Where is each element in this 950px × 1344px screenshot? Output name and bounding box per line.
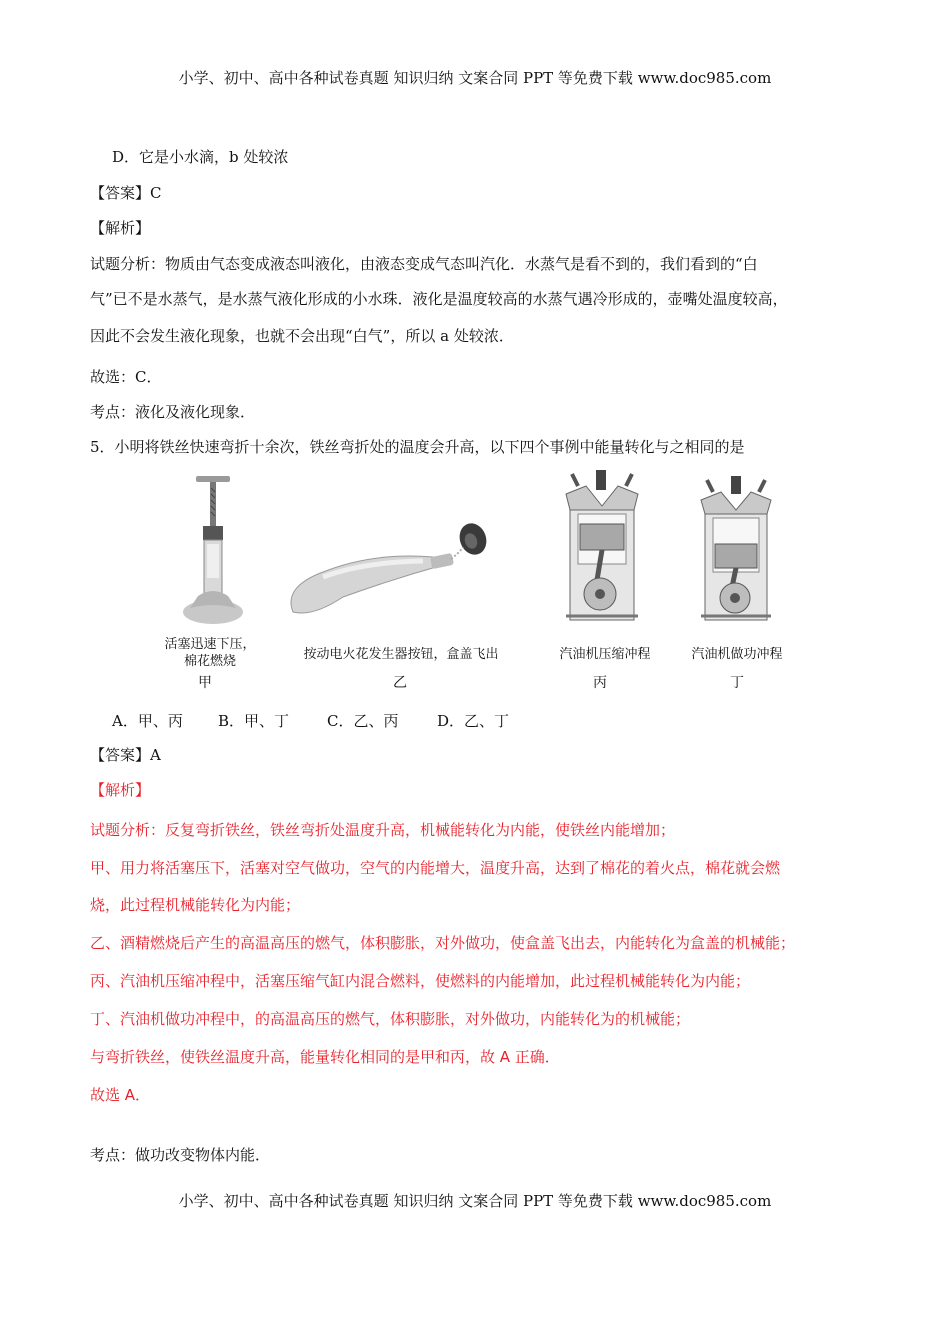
engine-compression-icon <box>556 466 648 626</box>
q5-analysis-line-4: 乙、酒精燃烧后产生的高温高压的燃气，体积膨胀，对外做功，使盒盖飞出去，内能转化为盒盖的机械能； <box>90 934 796 952</box>
figure-ding-caption: 汽油机做功冲程 <box>691 647 783 662</box>
q4-choice: 故选：C． <box>90 368 162 386</box>
q4-analysis-line-2: 气”已不是水蒸气，是水蒸气液化形成的小水珠．液化是温度较高的水蒸气遇冷形成的，壶嘴处温度较高， <box>90 290 788 308</box>
q5-option-c: C．乙、丙 <box>327 712 399 730</box>
engine-power-icon <box>693 474 779 626</box>
figure-bing-caption: 汽油机压缩冲程 <box>559 647 651 662</box>
q4-option-d: D．它是小水滴，b 处较浓 <box>112 148 289 166</box>
q5-analysis-line-1: 试题分析：反复弯折铁丝，铁丝弯折处温度升高，机械能转化为内能，使铁丝内能增加； <box>90 821 676 839</box>
q4-analysis-line-3: 因此不会发生液化现象，也就不会出现“白气”，所以 a 处较浓． <box>90 327 514 345</box>
q5-answer: 【答案】A <box>90 746 161 764</box>
figure-jia-caption-1: 活塞迅速下压， <box>164 637 256 652</box>
figure-ding-label: 丁 <box>730 675 744 691</box>
figure-jia-caption-2: 棉花燃烧 <box>183 654 236 669</box>
q5-option-d: D．乙、丁 <box>437 712 510 730</box>
figure-jia-label: 甲 <box>198 675 212 691</box>
q5-analysis-line-6: 丁、汽油机做功冲程中，的高温高压的燃气，体积膨胀，对外做功，内能转化为的机械能； <box>90 1010 691 1028</box>
q5-analysis-line-8: 故选 A． <box>90 1086 151 1104</box>
figure-yi-caption: 按动电火花发生器按钮，盒盖飞出 <box>303 647 499 662</box>
q5-option-b: B．甲、丁 <box>218 712 290 730</box>
q4-answer: 【答案】C <box>90 184 162 202</box>
q4-analysis-label: 【解析】 <box>90 219 151 237</box>
figure-bing-label: 丙 <box>593 675 607 691</box>
q4-point: 考点：液化及液化现象． <box>90 403 256 421</box>
q5-analysis-label: 【解析】 <box>90 781 151 799</box>
q5-stem: 5．小明将铁丝快速弯折十余次，铁丝弯折处的温度会升高，以下四个事例中能量转化与之相同的是 <box>90 438 745 456</box>
figure-yi-label: 乙 <box>393 675 407 691</box>
q5-analysis-line-7: 与弯折铁丝，使铁丝温度升高，能量转化相同的是甲和丙，故 A 正确． <box>90 1048 560 1066</box>
page-header: 小学、初中、高中各种试卷真题 知识归纳 文案合同 PPT 等免费下载 www.doc985.com <box>178 69 772 87</box>
air-piston-icon <box>178 474 248 626</box>
q4-analysis-line-1: 试题分析：物质由气态变成液态叫液化，由液态变成气态叫汽化．水蒸气是看不到的，我们看到的“白 <box>90 255 758 273</box>
page-footer: 小学、初中、高中各种试卷真题 知识归纳 文案合同 PPT 等免费下载 www.doc985.com <box>178 1192 772 1210</box>
q5-option-a: A．甲、丙 <box>112 712 183 730</box>
q5-point: 考点：做功改变物体内能． <box>90 1146 271 1164</box>
q5-analysis-line-5: 丙、汽油机压缩冲程中，活塞压缩气缸内混合燃料，使燃料的内能增加，此过程机械能转化为内能； <box>90 972 751 990</box>
q5-analysis-line-2: 甲、用力将活塞压下，活塞对空气做功，空气的内能增大，温度升高，达到了棉花的着火点，棉花就会燃 <box>90 859 781 877</box>
q5-analysis-line-3: 烧，此过程机械能转化为内能； <box>90 896 301 914</box>
spark-igniter-icon <box>283 517 498 632</box>
